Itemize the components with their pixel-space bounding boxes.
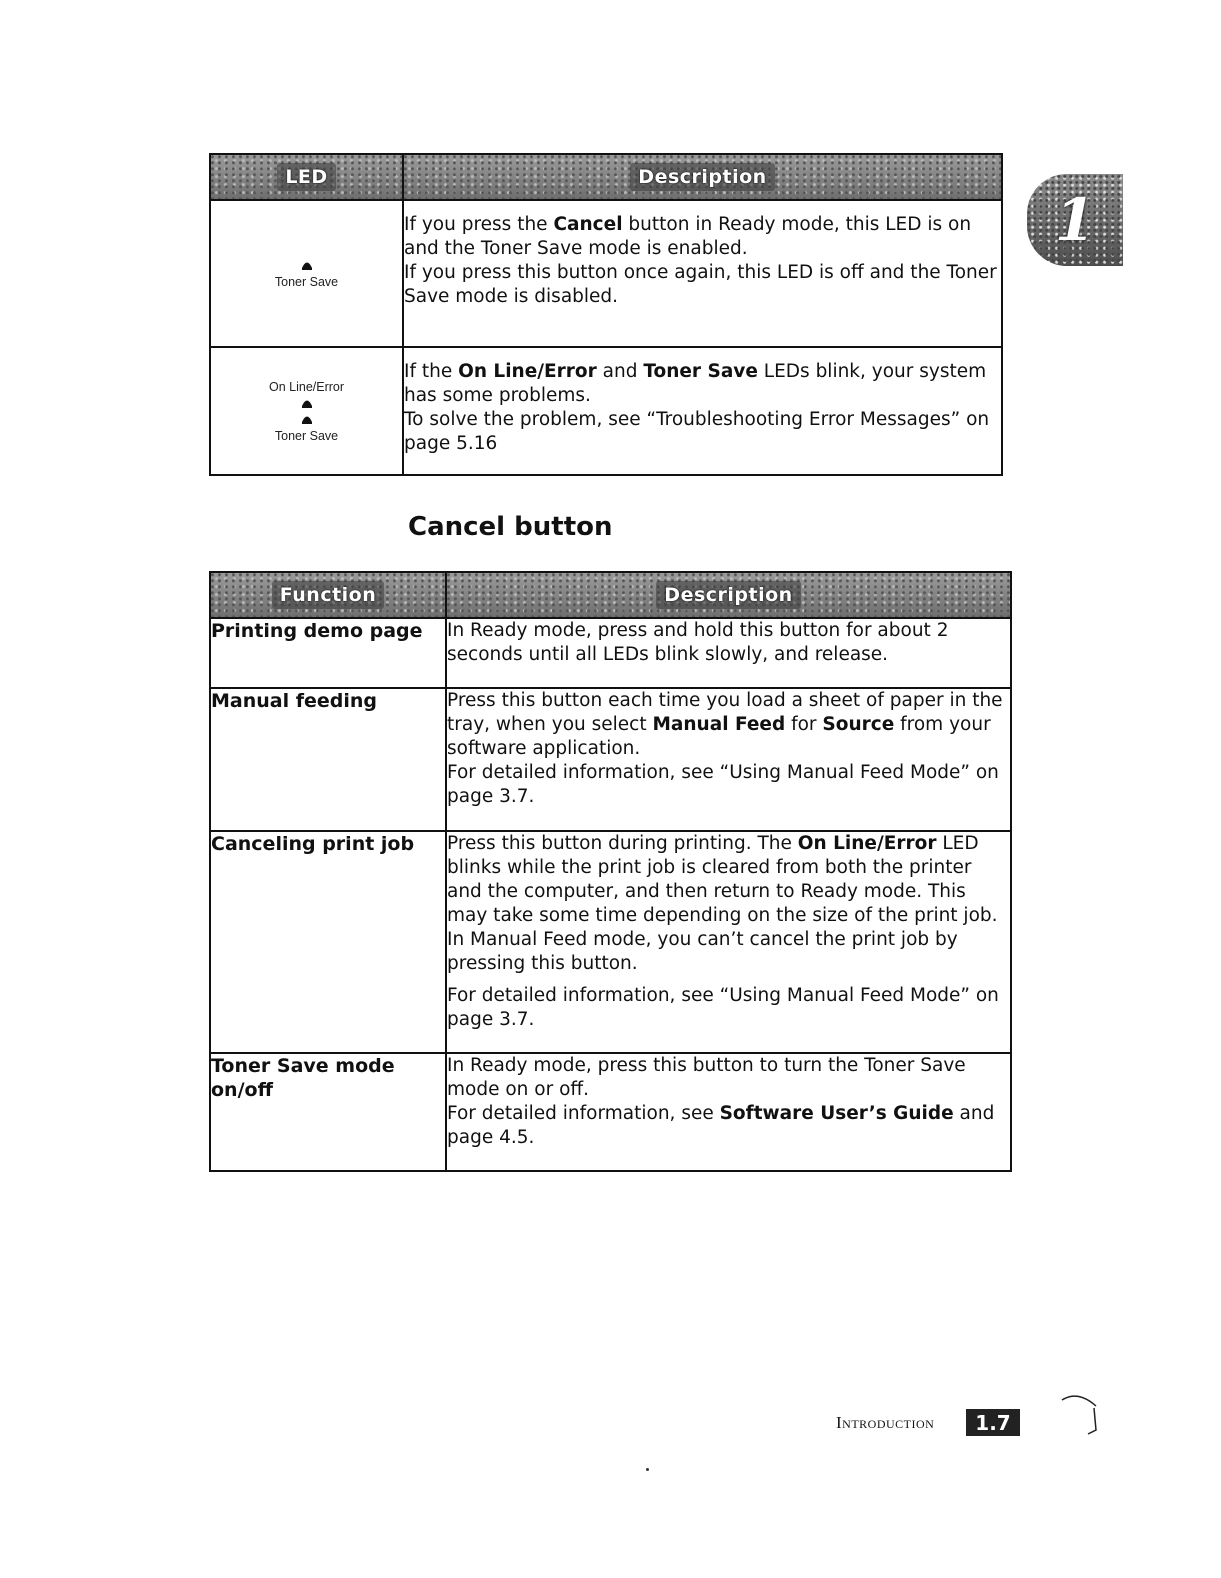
- description-line: For detailed information, see “Using Manual Feed Mode” on page 3.7.: [447, 762, 999, 807]
- bold-term: Source: [822, 714, 895, 735]
- led-label-toner-save: Toner Save: [274, 428, 339, 443]
- description-line: For detailed information, see “Using Manual Feed Mode” on page 3.7.: [447, 985, 999, 1030]
- table-row: [210, 347, 1002, 475]
- led-description-line: If you press the Cancel button in Ready mode, this LED is on and the Toner Save mode is enabled.: [404, 214, 972, 259]
- bold-term: Cancel: [553, 214, 623, 235]
- scan-dot: [646, 1468, 649, 1471]
- function-description: [446, 1053, 1011, 1171]
- led-light-icon: [301, 397, 313, 409]
- description-line: In Ready mode, press this button to turn the Toner Save mode on or off.: [447, 1055, 966, 1100]
- cancel-button-table: [209, 571, 1012, 1172]
- section-title: Cancel button: [408, 512, 613, 542]
- function-description: [446, 618, 1011, 688]
- description-line: In Ready mode, press and hold this button for about 2 seconds until all LEDs blink slowly, and release.: [447, 620, 949, 665]
- function-cell: Canceling print job: [210, 831, 446, 1053]
- chapter-number: 1: [1054, 186, 1096, 254]
- led-label-online-error: On Line/Error: [268, 379, 345, 394]
- description-column-header: Description: [446, 572, 1011, 618]
- led-description-line: If the On Line/Error and Toner Save LEDs blink, your system has some problems.: [404, 361, 987, 406]
- page-corner-mark-icon: [1060, 1390, 1104, 1440]
- function-column-header: Function: [210, 572, 446, 618]
- led-description: [403, 347, 1002, 475]
- table-row: [210, 200, 1002, 347]
- description-column-header: Description: [403, 154, 1002, 200]
- function-cell: Toner Save mode on/off: [210, 1053, 446, 1171]
- led-cell: [210, 200, 403, 347]
- led-description-line: To solve the problem, see “Troubleshooting Error Messages” on page 5.16: [404, 409, 990, 454]
- function-cell: Manual feeding: [210, 688, 446, 831]
- bold-term: On Line/Error: [458, 361, 597, 382]
- bold-term: Manual Feed: [652, 714, 786, 735]
- table-row: [210, 1053, 1011, 1171]
- led-cell: [210, 347, 403, 475]
- bold-term: On Line/Error: [797, 833, 937, 854]
- led-column-header: LED: [210, 154, 403, 200]
- chapter-tab: [1027, 174, 1123, 266]
- function-description: [446, 688, 1011, 831]
- footer-section-label: Introduction: [836, 1413, 935, 1432]
- led-light-icon: [301, 259, 313, 271]
- led-description-line: If you press this button once again, this LED is off and the Toner Save mode is disabled.: [404, 262, 997, 307]
- page-number: 1.7: [966, 1409, 1020, 1436]
- description-line: Press this button during printing. The On Line/Error LED blinks while the print job is cleared from both the printer and the computer, and then return to Ready mode. This may take some time depending on the size of the print job. In Manual Feed mode, you can’t cancel the print job by pressing this button.: [447, 833, 998, 974]
- table-row: [210, 618, 1011, 688]
- table-row: [210, 831, 1011, 1053]
- led-table: [209, 153, 1003, 476]
- bold-term: Software User’s Guide: [719, 1103, 954, 1124]
- led-description: [403, 200, 1002, 347]
- description-line: For detailed information, see Software User’s Guide and page 4.5.: [447, 1103, 995, 1148]
- led-label-toner-save: Toner Save: [274, 274, 339, 289]
- description-line: Press this button each time you load a sheet of paper in the tray, when you select Manual Feed for Source from your software application.: [447, 690, 1003, 759]
- led-light-icon: [301, 413, 313, 425]
- function-description: [446, 831, 1011, 1053]
- function-cell: Printing demo page: [210, 618, 446, 688]
- table-row: [210, 688, 1011, 831]
- bold-term: Toner Save: [643, 361, 758, 382]
